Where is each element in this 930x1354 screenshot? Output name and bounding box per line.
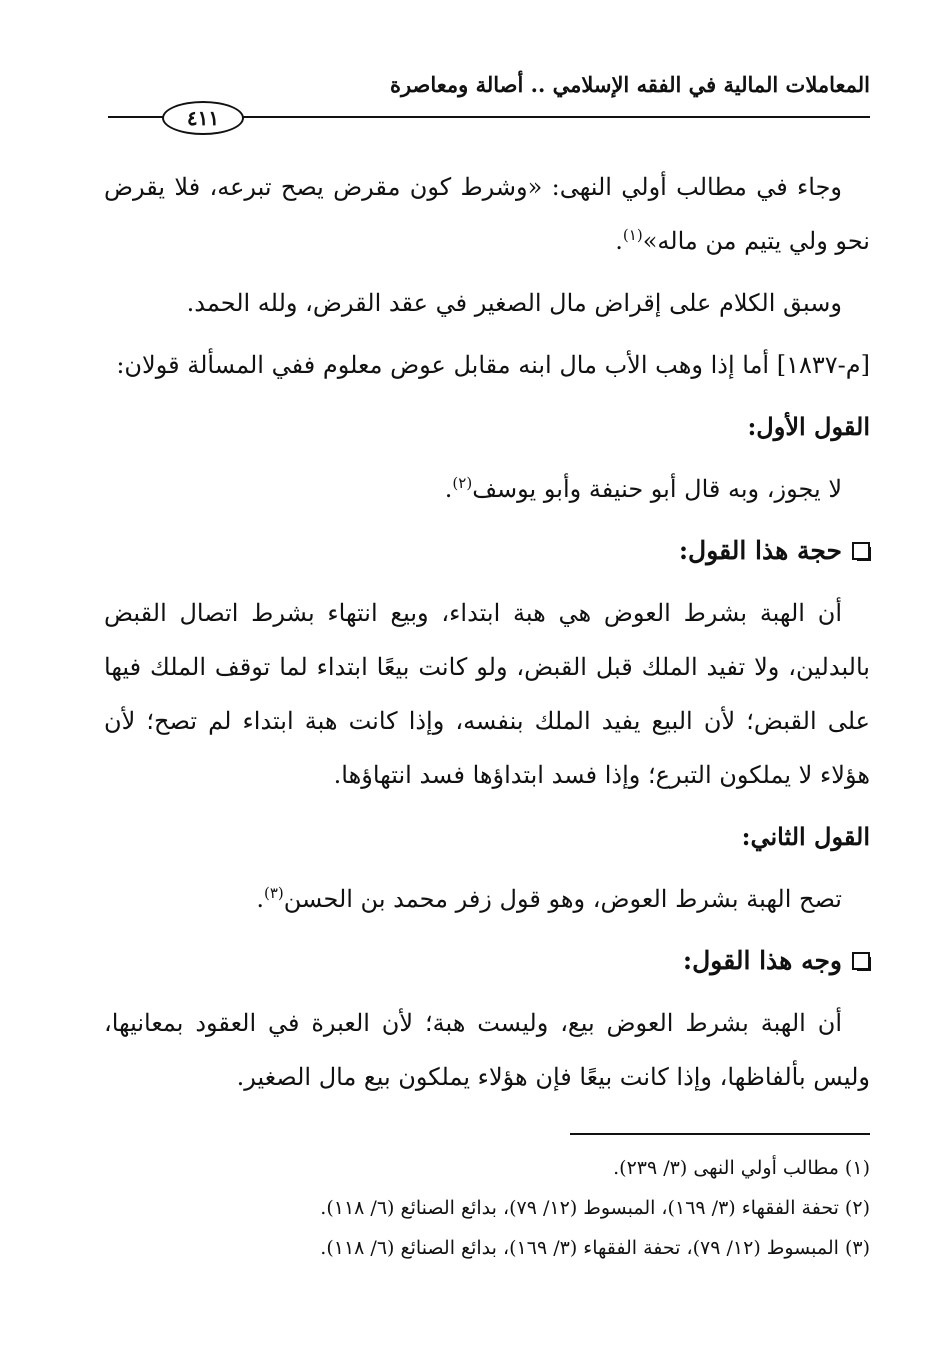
main-text (104, 160, 870, 1112)
heading-second-opinion: القول الثاني: (741, 822, 870, 851)
footnote-ref-2: (٢) (452, 474, 473, 492)
footnote-ref-3: (٣) (263, 884, 284, 902)
paragraph-6-text: تصح الهبة بشرط العوض، وهو قول زفر محمد بن الحسن (283, 885, 842, 913)
running-title: المعاملات المالية في الفقه الإسلامي .. أصالة ومعاصرة (389, 72, 870, 97)
checkbox-square-icon (852, 542, 870, 560)
section-heading-argument-text: حجة هذا القول: (678, 536, 842, 565)
paragraph-5: أن الهبة بشرط العوض هي هبة ابتداء، وبيع انتهاء بشرط اتصال القبض بالبدلين، ولا تفيد الملك قبل القبض، ولو كانت بيعًا ابتداء لما توقف الملك فيها على القبض؛ لأن البيع يفيد الملك بنفسه، وإذا كانت هبة ابتداء لم تصح؛ لأن هؤلاء لا يملكون التبرع؛ وإذا فسد ابتداؤها فسد انتهاؤها. (104, 599, 870, 789)
paragraph-2: وسبق الكلام على إقراض مال الصغير في عقد القرض، ولله الحمد. (186, 289, 842, 317)
footnote-2: (٢) تحفة الفقهاء (٣/ ١٦٩)، المبسوط (١٢/ ٧٩)، بدائع الصنائع (٦/ ١١٨). (320, 1197, 870, 1219)
page-number: ٤١١ (162, 101, 244, 135)
footnote-ref-1: (١) (622, 226, 643, 244)
footnote-rule (570, 1133, 870, 1135)
paragraph-6 (104, 872, 870, 926)
section-heading-argument (104, 524, 870, 578)
checkbox-square-icon (852, 952, 870, 970)
paragraph-4-end: . (444, 475, 453, 503)
paragraph-3: [م-١٨٣٧] أما إذا وهب الأب مال ابنه مقابل عوض معلوم ففي المسألة قولان: (116, 351, 870, 379)
heading-first-opinion: القول الأول: (747, 412, 870, 441)
paragraph-4-text: لا يجوز، وبه قال أبو حنيفة وأبو يوسف (472, 475, 842, 503)
paragraph-4 (104, 462, 870, 516)
paragraph-7: أن الهبة بشرط العوض بيع، وليست هبة؛ لأن العبرة في العقود بمعانيها، وليس بألفاظها، وإذا كانت بيعًا فإن هؤلاء يملكون بيع مال الصغير. (104, 1009, 870, 1091)
paragraph-1-text: وجاء في مطالب أولي النهى: «وشرط كون مقرض يصح تبرعه، فلا يقرض نحو ولي يتيم من ماله» (104, 173, 870, 255)
paragraph-1 (104, 160, 870, 268)
paragraph-6-end: . (256, 885, 264, 913)
footnote-3: (٣) المبسوط (١٢/ ٧٩)، تحفة الفقهاء (٣/ ١٦٩)، بدائع الصنائع (٦/ ١١٨). (320, 1237, 870, 1259)
section-heading-reason-text: وجه هذا القول: (682, 946, 842, 975)
footnotes (104, 1148, 870, 1268)
section-heading-reason (104, 934, 870, 988)
footnote-1: (١) مطالب أولي النهى (٣/ ٢٣٩). (613, 1157, 870, 1179)
paragraph-1-end: . (615, 227, 623, 255)
